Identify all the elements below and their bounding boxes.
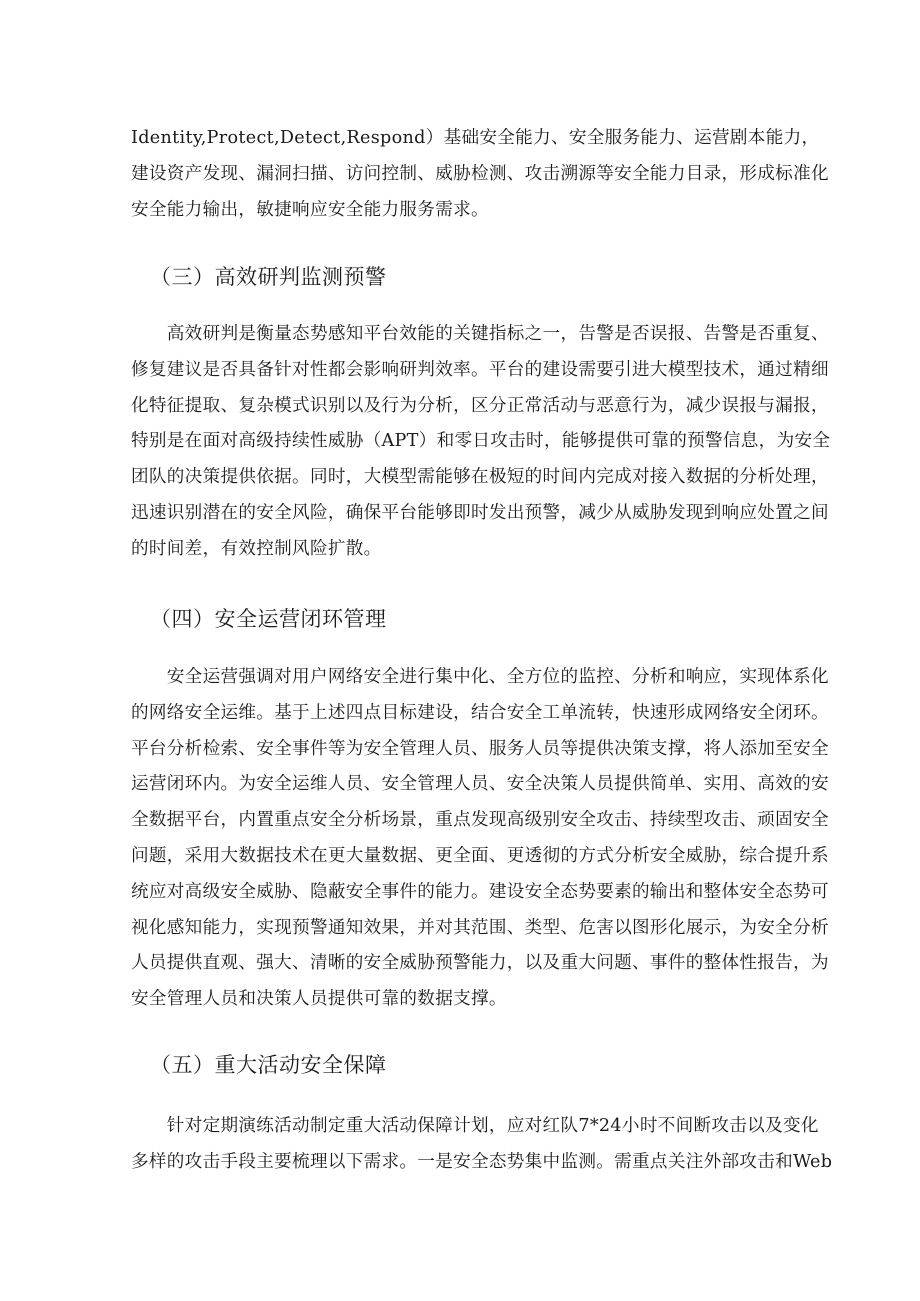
paragraph-line: 问题，采用大数据技术在更大量数据、更全面、更透彻的方式分析安全威胁，综合提升系 (131, 845, 829, 866)
paragraph-line: 安全管理人员和决策人员提供可靠的数据支撑。 (131, 989, 507, 1010)
paragraph-line: 迅速识别潜在的安全风险，确保平台能够即时发出预警，减少从威胁发现到响应处置之间 (131, 502, 829, 523)
paragraph-line: Identity,Protect,Detect,Respond）基础安全能力、安全服务能力、运营剧本能力， (131, 128, 820, 148)
paragraph-line: 建设资产发现、漏洞扫描、访问控制、威胁检测、攻击溯源等安全能力目录，形成标准化 (131, 163, 829, 184)
paragraph-line: 团队的决策提供依据。同时，大模型需能够在极短的时间内完成对接入数据的分析处理， (131, 467, 829, 488)
paragraph-line: 修复建议是否具备针对性都会影响研判效率。平台的建设需要引进大模型技术，通过精细 (131, 359, 829, 380)
paragraph-line: 多样的攻击手段主要梳理以下需求。一是安全态势集中监测。需重点关注外部攻击和Web (131, 1151, 833, 1172)
paragraph-line: 安全能力输出，敏捷响应安全能力服务需求。 (131, 199, 489, 220)
paragraph-line: 视化感知能力，实现预警通知效果，并对其范围、类型、危害以图形化展示，为安全分析 (131, 917, 829, 938)
paragraph-line: 特别是在面对高级持续性威胁（APT）和零日攻击时，能够提供可靠的预警信息，为安全 (131, 431, 831, 452)
paragraph-line: 针对定期演练活动制定重大活动保障计划，应对红队7*24小时不间断攻击以及变化 (131, 1116, 819, 1136)
paragraph-line: 平台分析检索、安全事件等为安全管理人员、服务人员等提供决策支撑，将人添加至安全 (131, 738, 829, 759)
paragraph-security-capability-directory (131, 121, 829, 228)
paragraph-major-event-security (131, 1109, 833, 1181)
section-heading-3: （三）高效研判监测预警 (150, 265, 387, 289)
paragraph-line: 全数据平台，内置重点安全分析场景，重点发现高级别安全攻击、持续型攻击、顽固安全 (131, 810, 829, 831)
paragraph-efficient-analysis (131, 317, 831, 568)
paragraph-line: 安全运营强调对用户网络安全进行集中化、全方位的监控、分析和响应，实现体系化 (131, 667, 829, 687)
section-heading-4: （四）安全运营闭环管理 (150, 607, 387, 631)
paragraph-line: 运营闭环内。为安全运维人员、安全管理人员、安全决策人员提供简单、实用、高效的安 (131, 774, 829, 795)
paragraph-line: 人员提供直观、强大、清晰的安全威胁预警能力，以及重大问题、事件的整体性报告，为 (131, 953, 829, 974)
paragraph-line: 统应对高级安全威胁、隐蔽安全事件的能力。建设安全态势要素的输出和整体安全态势可 (131, 881, 829, 902)
paragraph-security-operations-loop (131, 660, 829, 1018)
section-heading-5: （五）重大活动安全保障 (150, 1053, 387, 1077)
paragraph-line: 的网络安全运维。基于上述四点目标建设，结合安全工单流转，快速形成网络安全闭环。 (131, 702, 829, 723)
paragraph-line: 化特征提取、复杂模式识别以及行为分析，区分正常活动与恶意行为，减少误报与漏报， (131, 395, 829, 416)
paragraph-line: 的时间差，有效控制风险扩散。 (131, 538, 382, 559)
paragraph-line: 高效研判是衡量态势感知平台效能的关键指标之一，告警是否误报、告警是否重复、 (131, 324, 829, 344)
